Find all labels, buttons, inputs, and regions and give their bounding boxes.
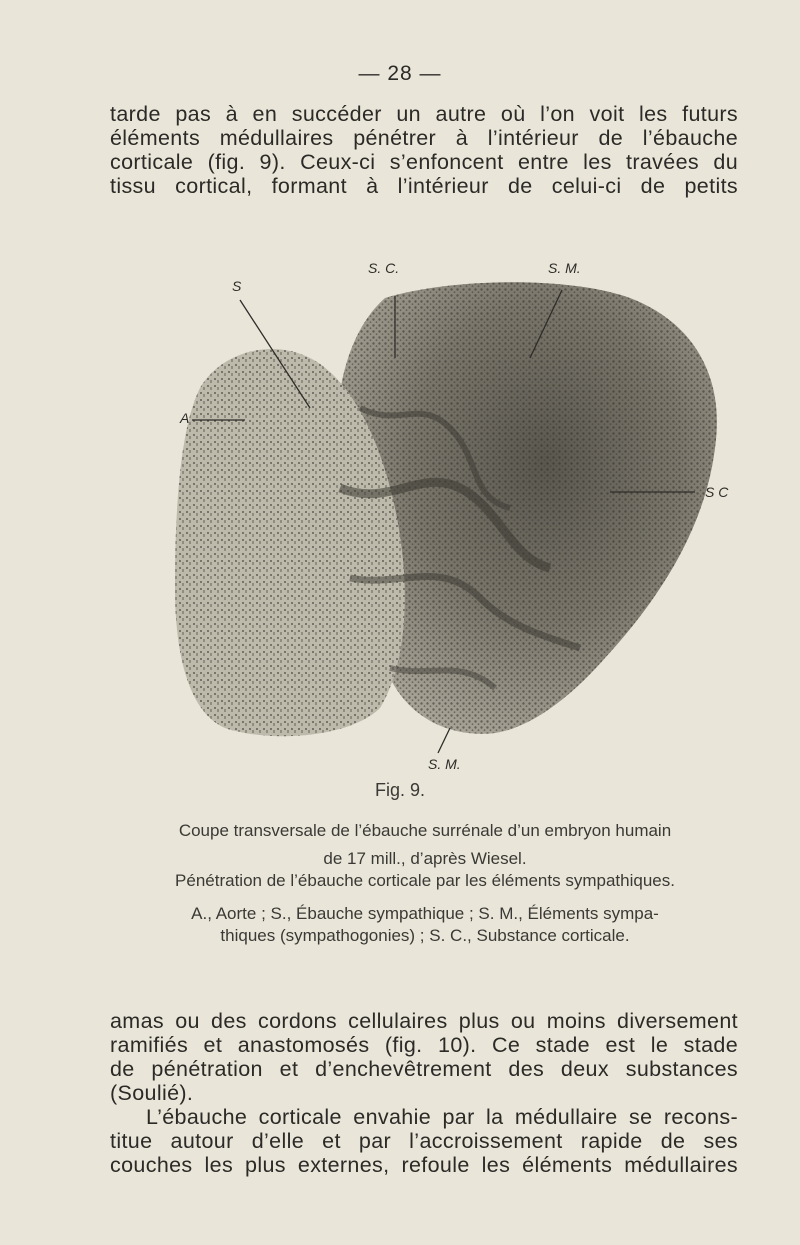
caption-legend-line: thiques (sympathogonies) ; S. C., Substance corticale. — [220, 926, 630, 945]
text-line: éléments médullaires pénétrer à l’intérieur de l’ébauche — [110, 126, 738, 150]
paragraph-bottom — [110, 1009, 738, 1105]
label-a: A — [180, 410, 190, 426]
paragraph-top — [110, 102, 738, 198]
text-line: ramifiés et anastomosés (fig. 10). Ce stade est le stade — [110, 1033, 738, 1057]
caption-line: de 17 mill., d’après Wiesel. — [323, 849, 527, 868]
caption-line: Coupe transversale de l’ébauche surrénale d’un embryon humain — [178, 821, 672, 840]
histological-section-illustration — [150, 258, 750, 778]
paragraph-last — [110, 1105, 738, 1177]
figure-illustration — [150, 258, 750, 778]
text-line: (Soulié). — [110, 1081, 194, 1105]
label-sm-top: S. M. — [548, 260, 581, 276]
text-line: amas ou des cordons cellulaires plus ou moins diversement — [110, 1009, 738, 1033]
text-line: tissu cortical, formant à l’intérieur de celui-ci de petits — [110, 174, 738, 198]
text-line: couches les plus externes, refoule les éléments médullaires — [110, 1153, 738, 1177]
text-line: tarde pas à en succéder un autre où l’on voit les futurs — [110, 102, 738, 126]
text-line: corticale (fig. 9). Ceux-ci s’enfoncent entre les travées du — [110, 150, 738, 174]
figure-number: Fig. 9. — [374, 780, 426, 800]
label-sm-bottom: S. M. — [428, 756, 461, 772]
page-number: — 28 — — [358, 62, 442, 85]
text-line: titue autour d’elle et par l’accroissement rapide de ses — [110, 1129, 738, 1153]
label-sc-top: S. C. — [368, 260, 400, 276]
label-sc-right: S C — [705, 484, 729, 500]
caption-line: Pénétration de l’ébauche corticale par les éléments sympathiques. — [175, 871, 675, 890]
caption-legend-line: A., Aorte ; S., Ébauche sympathique ; S. M., Éléments sympa- — [191, 904, 659, 923]
label-s: S — [232, 278, 242, 294]
text-line: L’ébauche corticale envahie par la médullaire se recons- — [146, 1105, 738, 1129]
text-line: de pénétration et d’enchevêtrement des deux substances — [110, 1057, 738, 1081]
